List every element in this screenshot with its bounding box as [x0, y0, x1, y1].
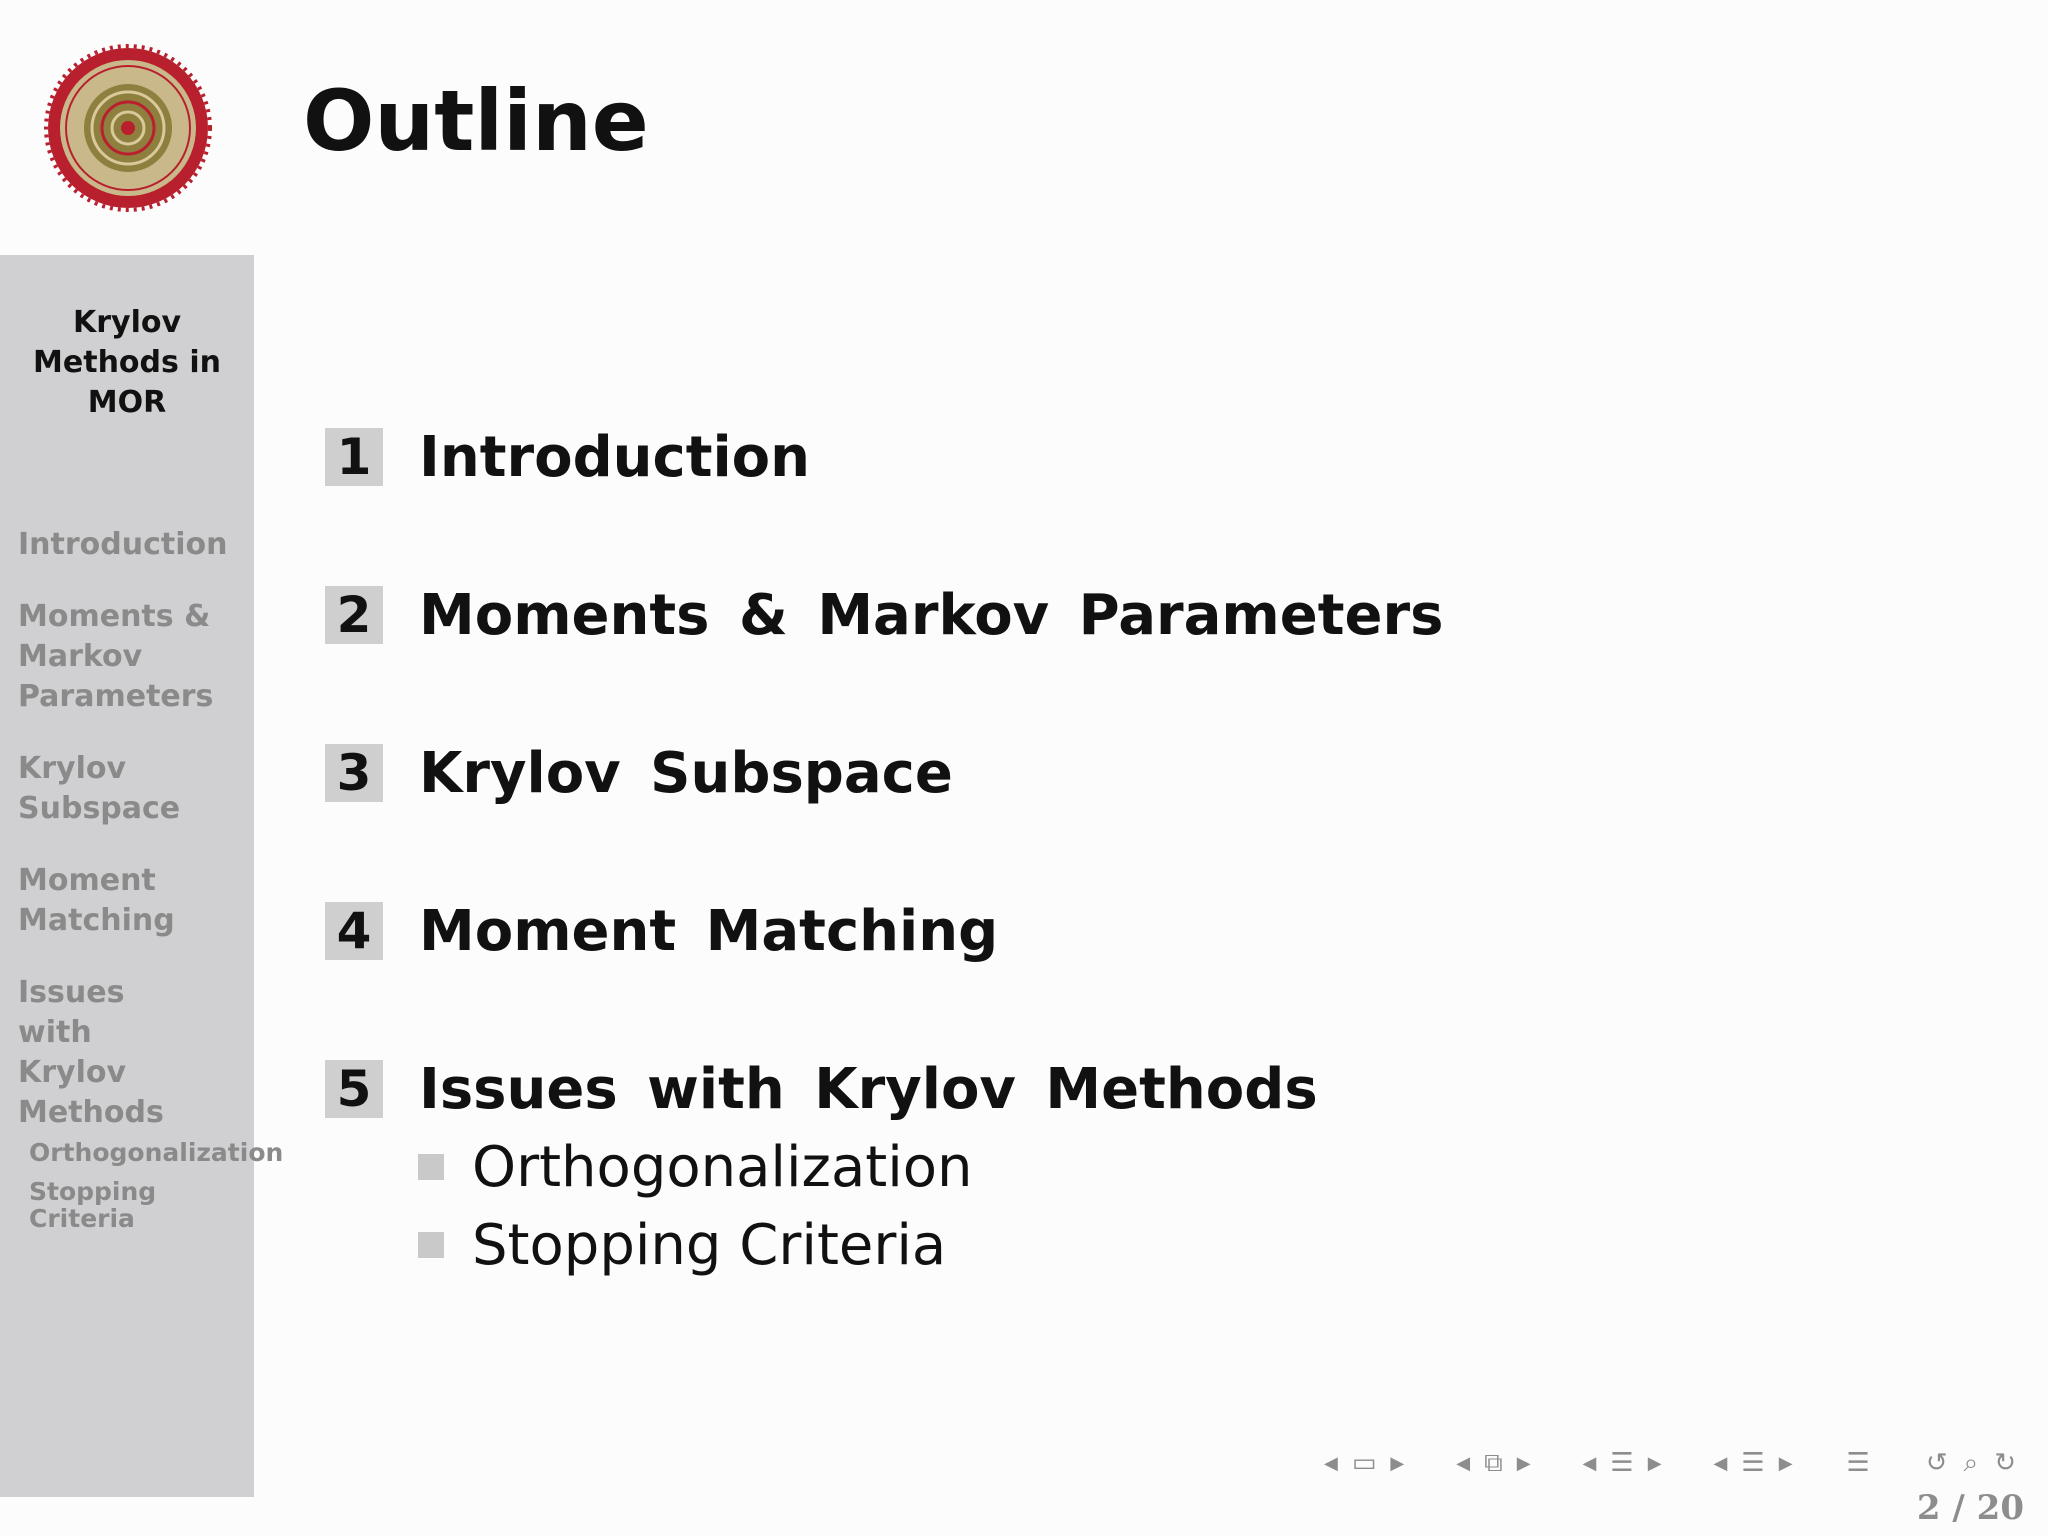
- frame-icon[interactable]: ▭: [1351, 1448, 1377, 1478]
- institute-logo: [44, 44, 212, 212]
- sidebar-item-introduction[interactable]: Introduction: [18, 527, 228, 562]
- square-bullet-icon: [418, 1232, 444, 1258]
- subsection-label: Stopping Criteria: [472, 1212, 947, 1278]
- subsection-icon[interactable]: ⧉: [1484, 1447, 1503, 1478]
- sidebar: [0, 255, 284, 1497]
- appendix-icon[interactable]: ☰: [1846, 1448, 1870, 1478]
- toc-subsection-orthogonalization[interactable]: [418, 1134, 973, 1200]
- section-icon[interactable]: ☰: [1610, 1448, 1634, 1478]
- sidebar-subitem-orthogonalization[interactable]: Orthogonalization: [29, 1138, 284, 1167]
- toc-section-5[interactable]: [325, 1056, 1318, 1122]
- next-presentation-icon[interactable]: ▶: [1778, 1452, 1793, 1474]
- section-label: Introduction: [419, 424, 811, 490]
- section-number-box: 5: [325, 1060, 383, 1118]
- institute-seal-icon: [44, 44, 212, 212]
- prev-presentation-icon[interactable]: ◀: [1713, 1452, 1728, 1474]
- section-label: Moments & Markov Parameters: [419, 582, 1444, 648]
- slide-title: Outline: [303, 72, 649, 170]
- undo-icon[interactable]: ↺: [1925, 1448, 1948, 1478]
- prev-subsection-icon[interactable]: ◀: [1456, 1452, 1471, 1474]
- sidebar-item-moment-matching[interactable]: Moment Matching: [18, 863, 175, 938]
- section-label: Krylov Subspace: [419, 740, 953, 806]
- search-icon[interactable]: ⌕: [1963, 1447, 1979, 1478]
- page-number: 2 / 20: [1916, 1488, 2024, 1528]
- section-number-box: 3: [325, 744, 383, 802]
- section-number-box: 2: [325, 586, 383, 644]
- toc-section-3[interactable]: [325, 740, 953, 806]
- toc-subsection-stopping-criteria[interactable]: [418, 1212, 947, 1278]
- section-label: Issues with Krylov Methods: [419, 1056, 1318, 1122]
- sidebar-subitem-stopping-criteria[interactable]: Stopping Criteria: [29, 1177, 157, 1233]
- sidebar-title[interactable]: Krylov Methods in MOR: [33, 305, 221, 420]
- subsection-label: Orthogonalization: [472, 1134, 973, 1200]
- sidebar-item-krylov-subspace[interactable]: Krylov Subspace: [18, 751, 181, 826]
- toc-section-1[interactable]: [325, 424, 811, 490]
- section-label: Moment Matching: [419, 898, 999, 964]
- navigation-bar: [1318, 1448, 2024, 1478]
- square-bullet-icon: [418, 1154, 444, 1180]
- next-section-icon[interactable]: ▶: [1647, 1452, 1662, 1474]
- section-number-box: 4: [325, 902, 383, 960]
- sidebar-nav: [18, 525, 284, 1233]
- next-subsection-icon[interactable]: ▶: [1516, 1452, 1531, 1474]
- sidebar-item-issues-krylov[interactable]: Issues with Krylov Methods: [18, 975, 164, 1130]
- presentation-icon[interactable]: ☰: [1741, 1448, 1765, 1478]
- next-frame-icon[interactable]: ▶: [1390, 1452, 1405, 1474]
- toc-section-4[interactable]: [325, 898, 999, 964]
- redo-icon[interactable]: ↻: [1994, 1448, 2016, 1478]
- prev-frame-icon[interactable]: ◀: [1324, 1452, 1338, 1474]
- prev-section-icon[interactable]: ◀: [1582, 1452, 1597, 1474]
- toc-section-2[interactable]: [325, 582, 1444, 648]
- section-number-box: 1: [325, 428, 383, 486]
- sidebar-item-moments-markov[interactable]: Moments & Markov Parameters: [18, 599, 214, 714]
